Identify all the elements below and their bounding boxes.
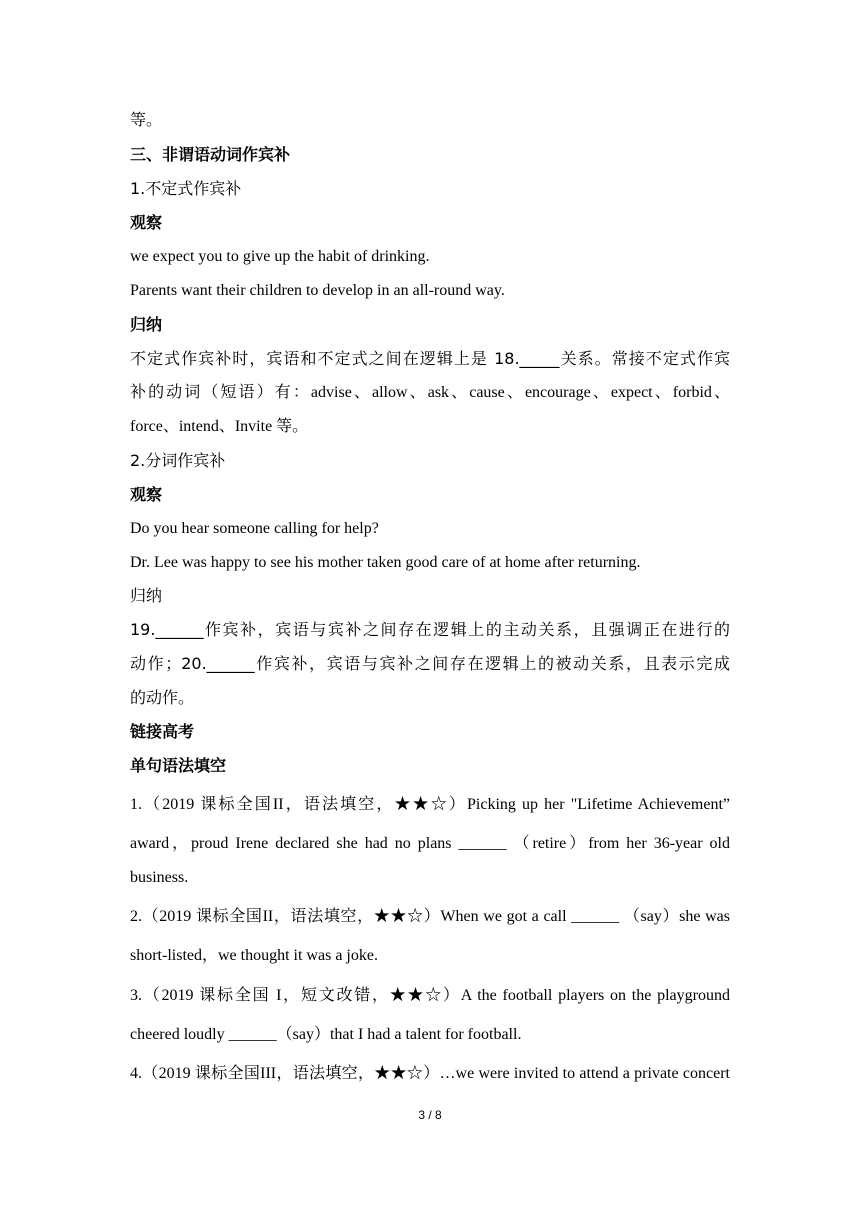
paragraph-line: 的动作。: [130, 688, 195, 707]
subsection-heading: 1.不定式作宾补: [130, 179, 242, 198]
label-summary: 归纳: [130, 586, 163, 605]
page-number: 3 / 8: [418, 1108, 442, 1122]
paragraph-line: 19.______作宾补，宾语与宾补之间存在逻辑上的主动关系，且强调正在进行的: [130, 620, 730, 639]
section-heading: 三、非谓语动词作宾补: [130, 145, 291, 164]
question-line: business.: [130, 869, 189, 886]
question-line: award，proud Irene declared she had no plans ______ （retire）from her 36-year old: [130, 835, 730, 852]
subsection-heading: 2.分词作宾补: [130, 451, 226, 470]
text-line: 等。: [130, 110, 163, 129]
label-observe: 观察: [130, 485, 163, 504]
question-line: short-listed，we thought it was a joke.: [130, 947, 378, 964]
section-heading: 单句语法填空: [130, 756, 227, 775]
paragraph-line: 动作；20.______作宾补，宾语与宾补之间存在逻辑上的被动关系，且表示完成: [130, 654, 730, 673]
section-heading: 链接高考: [130, 722, 195, 741]
label-observe: 观察: [130, 213, 163, 232]
question-line: 4.（2019 课标全国III，语法填空，★★☆）…we were invited to attend a private concert: [130, 1065, 730, 1082]
paragraph-line: 不定式作宾补时，宾语和不定式之间在逻辑上是 18._____关系。常接不定式作宾: [130, 349, 730, 368]
question-line: 3.（2019 课标全国 I，短文改错，★★☆）A the football players on the playground: [130, 987, 730, 1004]
question-line: cheered loudly ______（say）that I had a talent for football.: [130, 1026, 522, 1043]
paragraph-line: 补的动词（短语）有：advise、allow、ask、cause、encourage、expect、forbid、: [130, 384, 730, 401]
question-line: 2.（2019 课标全国II，语法填空，★★☆）When we got a call ______ （say）she was: [130, 908, 730, 925]
example-sentence: Do you hear someone calling for help?: [130, 520, 379, 537]
example-sentence: we expect you to give up the habit of drinking.: [130, 248, 430, 265]
paragraph-line: force、intend、Invite 等。: [130, 418, 309, 435]
question-line: 1.（2019 课标全国II，语法填空，★★☆）Picking up her "Lifetime Achievement”: [130, 796, 730, 813]
example-sentence: Parents want their children to develop in an all-round way.: [130, 282, 505, 299]
label-summary: 归纳: [130, 315, 163, 334]
example-sentence: Dr. Lee was happy to see his mother taken good care of at home after returning.: [130, 554, 641, 571]
